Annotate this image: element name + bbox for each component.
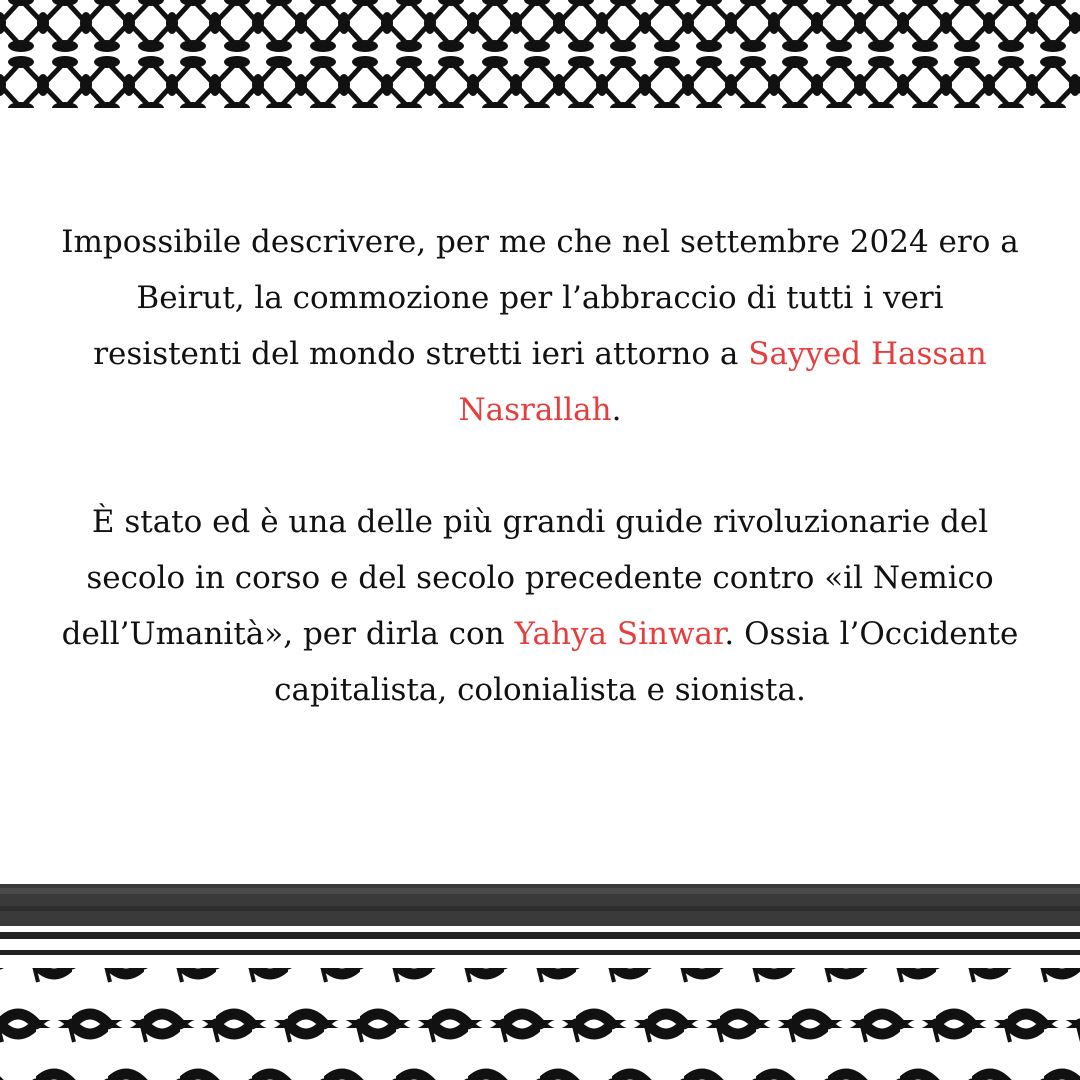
paragraph-1 [60, 214, 1020, 438]
highlighted-name-nasrallah: Sayyed Hassan Nasrallah [458, 336, 987, 428]
highlighted-name-sinwar: Yahya Sinwar [514, 616, 725, 652]
paragraph-1-text: Impossibile descrivere, per me che nel settembre 2024 ero a Beirut, la commozione per l’abbraccio di tutti i veri resistenti del mondo stretti ieri attorno a [61, 224, 1019, 372]
keffiyeh-net-pattern [0, 0, 1080, 108]
paragraph-2 [60, 494, 1020, 718]
keffiyeh-wave-border [0, 884, 1080, 1080]
main-text [60, 214, 1020, 718]
paragraph-1-end: . [611, 392, 622, 428]
paragraph-2-text: È stato ed è una delle più grandi guide rivoluzionarie del secolo in corso e del secolo precedente contro «il Nemico dell’Umanità», per dirla con [61, 504, 994, 652]
paragraph-2-end: . Ossia l’Occidente capitalista, colonialista e sionista. [274, 616, 1019, 708]
